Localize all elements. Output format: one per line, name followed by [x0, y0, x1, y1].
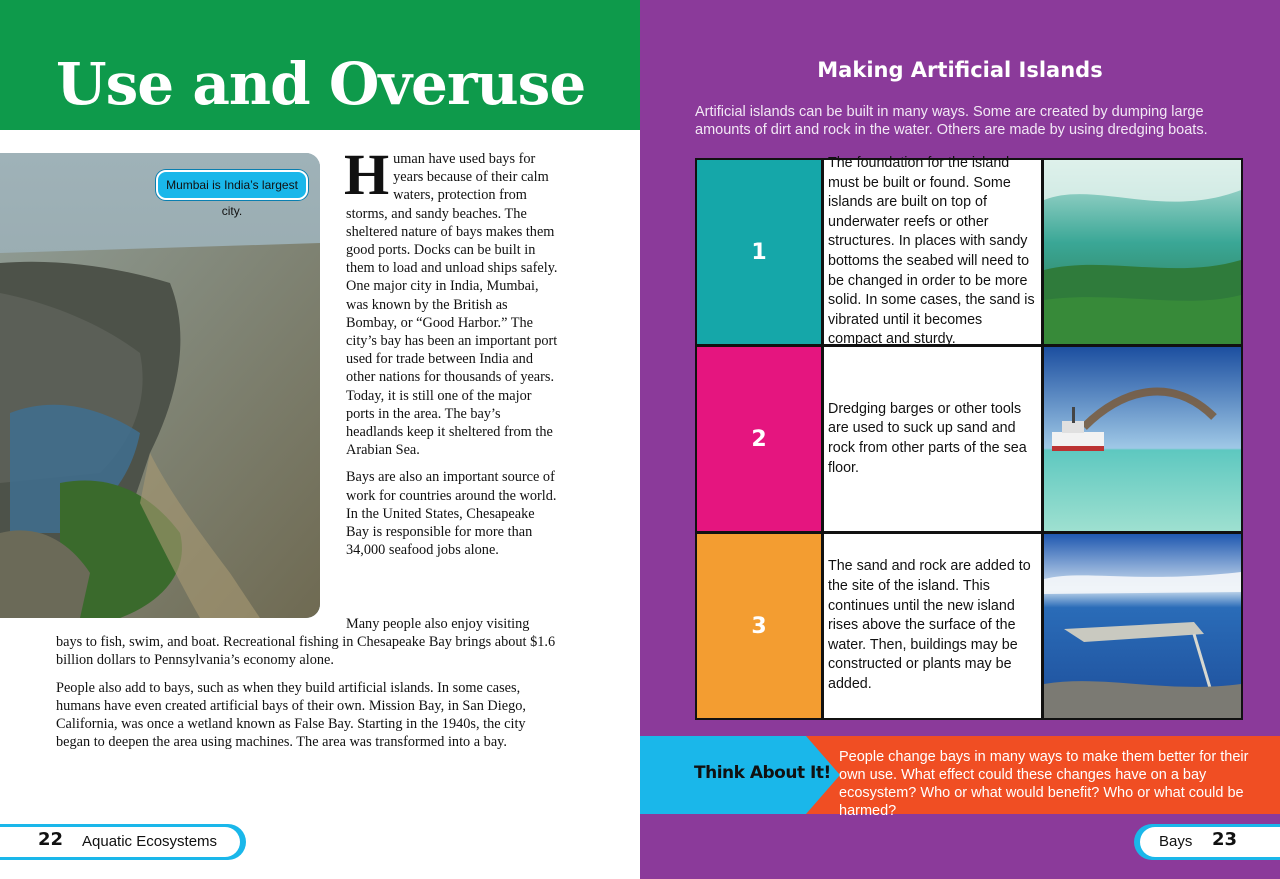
think-about-it-bar: [640, 736, 1280, 819]
step-row-1: [697, 155, 1241, 348]
section-intro: Artificial islands can be built in many ways. Some are created by dumping large amounts of dirt and rock in the water. Others are made by using dredging boats.: [695, 104, 1208, 138]
body-column: [344, 142, 558, 568]
step-row-2: [697, 347, 1241, 531]
step-text-2-content: Dredging barges or other tools are used to suck up sand and rock from other parts of the sea floor.: [828, 400, 1027, 476]
paragraph-1: [344, 142, 558, 459]
paragraph-2-continued: bays to fish, swim, and boat. Recreational fishing in Chesapeake Bay brings about $1.6 billion dollars to Pennsylvania’s economy alone.: [56, 634, 556, 669]
step-number-2: 2: [697, 347, 821, 531]
drop-cap: H: [344, 142, 390, 207]
step-text-3: [824, 534, 1041, 718]
aerial-island-photo: [1044, 534, 1241, 718]
photo-caption: Mumbai is India’s largest city.: [156, 170, 308, 200]
step-number-1: 1: [697, 160, 821, 344]
step-number-3: 3: [697, 534, 821, 718]
step-text-1: [824, 155, 1041, 348]
section-title: Making Artificial Islands: [817, 58, 1103, 82]
think-text: People change bays in many ways to make them better for their own use. What effect could these changes have on a bay ecosystem? Who or what would benefit? Who or what could be harmed?: [839, 749, 1249, 819]
paragraph-1-text: uman have used bays for years because of their calm waters, protection from storms, and sandy beaches. The sheltered nature of bays makes them good ports. Docks can be built in them to load and unload ships safely. One major city in India, Mumbai, was known by the British as Bombay, or “Good Harbor.” The city’s bay has been an important port used for trade between India and other nations for thousands of years. Today, it is still one of the major ports in the area. The bay’s headlands keep it sheltered from the Arabian Sea.: [346, 151, 558, 459]
steps-table: [695, 155, 1243, 720]
step-row-3: [697, 534, 1241, 718]
step-text-1-content: The foundation for the island must be built or found. Some islands are built on top of underwater reefs or other structures. In places with sandy bottoms the seabed will need to be changed in order to be more solid. In some cases, the sand is vibrated until it becomes compact and sturdy.: [828, 155, 1035, 348]
step-text-2: [824, 347, 1041, 531]
paragraph-3: People also add to bays, such as when they build artificial islands. In some cases, humans have even created artificial bays of their own. Mission Bay, in San Diego, California, was once a wetland known as False Bay. Starting in the 1940s, the city began to deepen the area using machines. The area was transformed into a bay.: [56, 679, 526, 751]
think-label: Think About It!: [694, 763, 831, 783]
paragraph-2-wide: [56, 615, 556, 670]
book-title-left: Aquatic Ecosystems: [82, 833, 218, 850]
body-wide: [56, 615, 556, 760]
page-number-left: 22: [38, 829, 64, 850]
dredging-barge-photo: [1044, 347, 1241, 531]
underwater-wave-photo: [1044, 160, 1241, 344]
mumbai-aerial-photo: [0, 153, 320, 618]
book-title-right: Bays: [1159, 833, 1193, 850]
paragraph-2-indent: Many people also enjoy visiting: [346, 616, 530, 632]
paragraph-2-narrow: Bays are also an important source of work for countries around the world. In the United States, Chesapeake Bay is responsible for more than 34,000 seafood jobs alone.: [346, 469, 557, 559]
page-number-right: 23: [1212, 829, 1238, 850]
step-text-3-content: The sand and rock are added to the site of the island. This continues until the new island rises above the surface of the water. Then, buildings may be constructed or plants may be added.: [828, 558, 1031, 692]
right-page: [640, 0, 1280, 879]
page-title: Use and Overuse: [56, 50, 586, 118]
